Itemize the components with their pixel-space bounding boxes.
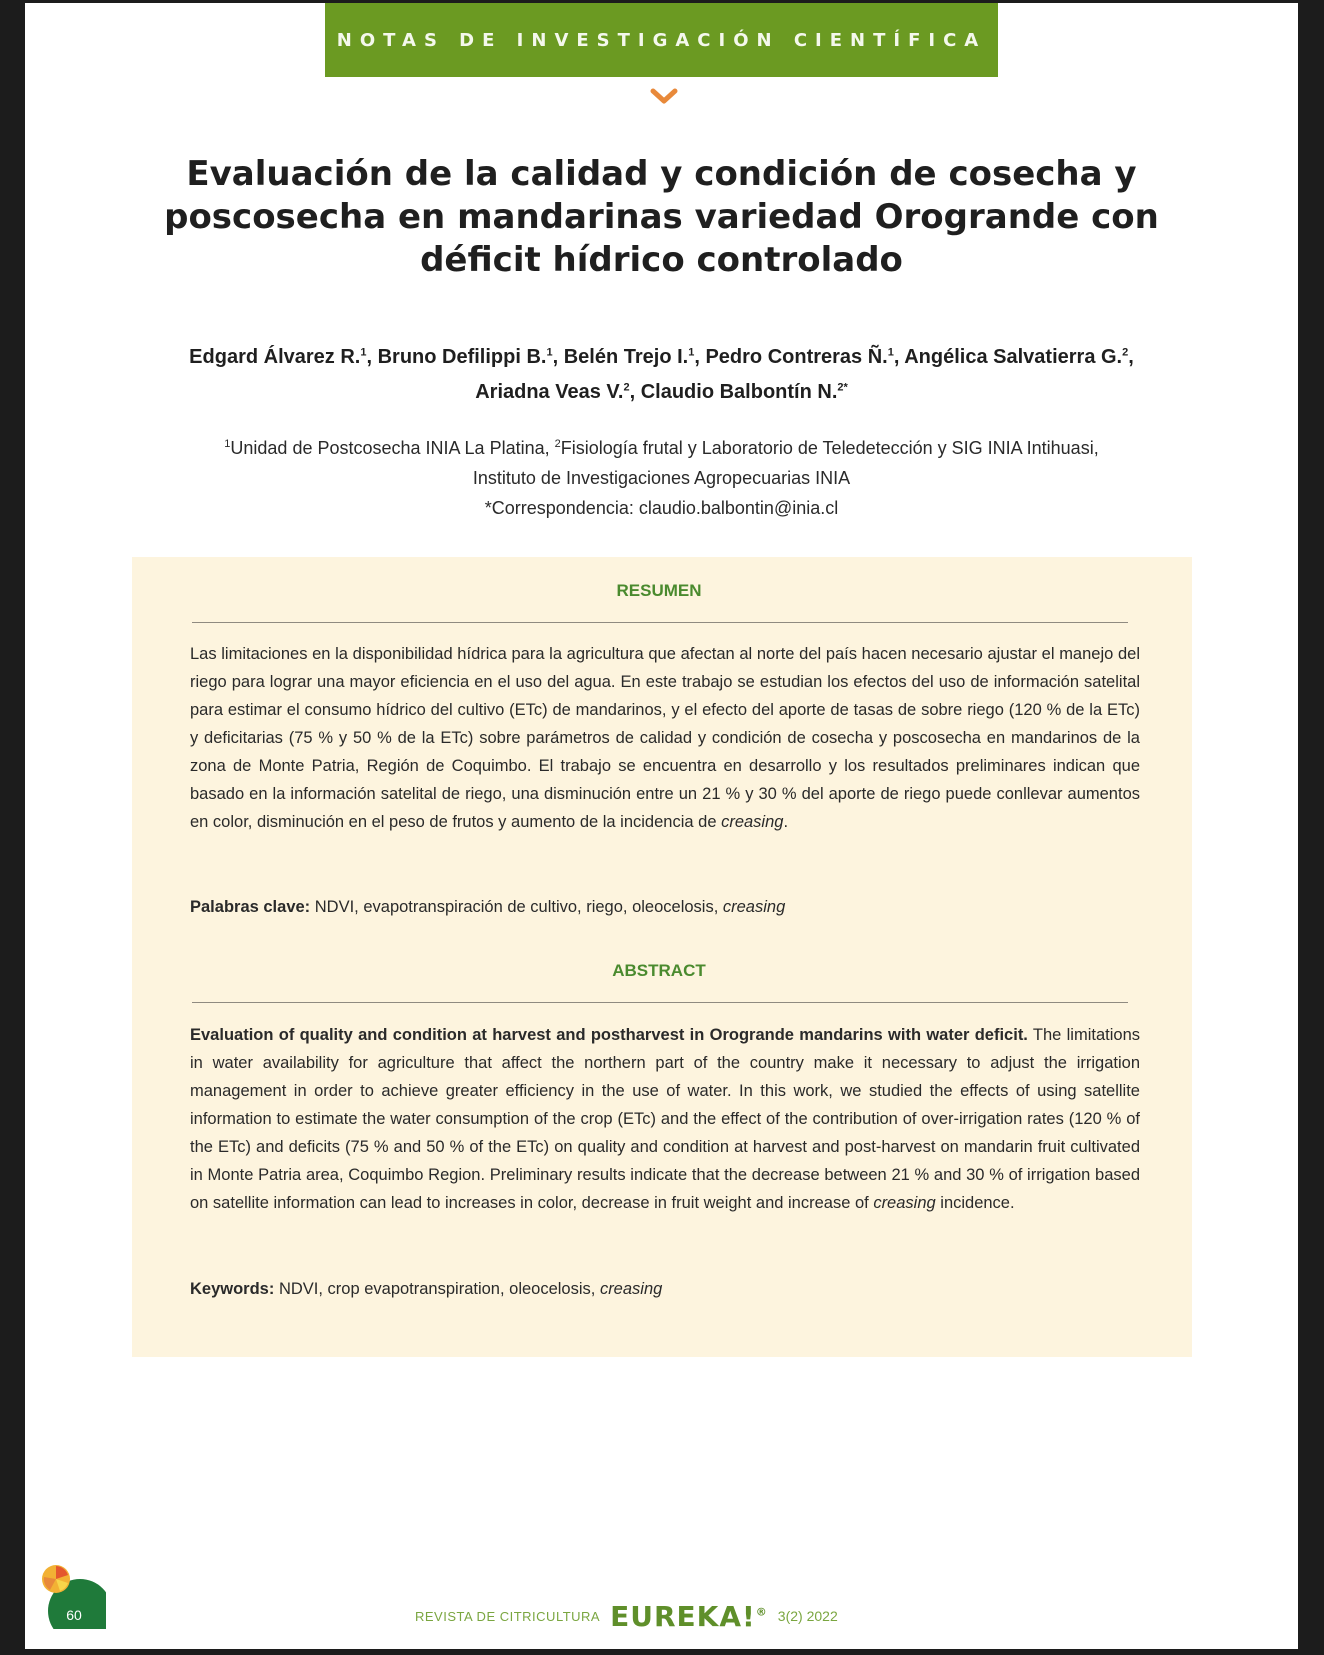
author-list: Edgard Álvarez R.$^1$, Bruno Defilippi B.$^1$, Belén Trejo I.$^1$, Pedro Contreras Ñ.$^1$, Angélica Salvatierra G.$^2$, Ariadna Veas V.$^2$, Claudio Balbontín N.$^{2*}$ <box>189 346 1134 403</box>
affiliations <box>175 433 1148 523</box>
affiliation-line: $^1$Unidad de Postcosecha INIA La Platina, $^2$Fisiología frutal y Laboratorio de Teledetección y SIG INIA Intihuasi, <box>224 438 1099 458</box>
page-number: 60 <box>66 1607 82 1623</box>
section-banner <box>325 3 998 77</box>
abstract-box <box>132 557 1192 1357</box>
divider <box>192 622 1128 623</box>
author: Edgard Álvarez R.$^1$ <box>189 346 367 368</box>
author: Claudio Balbontín N.$^{2*}$ <box>640 381 848 403</box>
abstract-heading: ABSTRACT <box>612 961 706 980</box>
divider <box>192 1002 1128 1003</box>
author: Bruno Defilippi B.$^1$ <box>377 346 553 368</box>
author: Angélica Salvatierra G.$^2$ <box>904 346 1129 368</box>
abstract-keywords: Keywords: NDVI, crop evapotranspiration, oleocelosis, creasing <box>190 1280 663 1298</box>
author: Belén Trejo I.$^1$ <box>563 346 695 368</box>
author: Pedro Contreras Ñ.$^1$ <box>705 346 894 368</box>
abstract-text: Evaluation of quality and condition at harvest and postharvest in Orogrande mandarins with water deficit. The limitations in water availability for agriculture that affect the northern part of the country make it necessary to adjust the irrigation management in order to achieve greater efficiency in the use of water. In this work, we studied the effects of using satellite information to estimate the water consumption of the crop (ETc) and the effect of the contribution of over-irrigation rates (120 % of the ETc) and deficits (75 % and 50 % of the ETc) on quality and condition at harvest and post-harvest on mandarin fruit cultivated in Monte Patria area, Coquimbo Region. Preliminary results indicate that the decrease between 21 % and 30 % of irrigation based on satellite information can lead to increases in color, decrease in fruit weight and increase of creasing incidence. <box>190 1026 1140 1212</box>
resumen-heading: RESUMEN <box>616 581 702 600</box>
article-title: Evaluación de la calidad y condición de cosecha y poscosecha en mandarinas variedad Orogrande con déficit hídrico controlado <box>164 154 1159 280</box>
article-page <box>25 3 1298 1649</box>
author: Ariadna Veas V.$^2$ <box>475 381 630 403</box>
affiliation-line: Instituto de Investigaciones Agropecuarias INIA <box>472 468 851 488</box>
journal-footer <box>415 1596 838 1636</box>
journal-issue: 3(2) 2022 <box>777 1608 838 1624</box>
section-banner-label: NOTAS DE INVESTIGACIÓN CIENTÍFICA <box>336 29 987 51</box>
correspondence-email: *Correspondencia: claudio.balbontin@inia.cl <box>484 498 839 518</box>
journal-name: REVISTA DE CITRICULTURA <box>415 1608 601 1624</box>
journal-logo: EUREKA!® <box>610 1599 768 1633</box>
resumen-keywords: Palabras clave: NDVI, evapotranspiración de cultivo, riego, oleocelosis, creasing <box>190 898 786 916</box>
chevron-down-icon <box>649 87 679 105</box>
resumen-text: Las limitaciones en la disponibilidad hídrica para la agricultura que afectan al norte del país hacen necesario ajustar el manejo del riego para lograr una mayor eficiencia en el uso del agua. En este trabajo se estudian los efectos del uso de información satelital para estimar el consumo hídrico del cultivo (ETc) de mandarinos, y el efecto del aporte de tasas de sobre riego (120 % de la ETc) y deficitarias (75 % y 50 % de la ETc) sobre parámetros de calidad y condición de cosecha y poscosecha en mandarinos de la zona de Monte Patria, Región de Coquimbo. El trabajo se encuentra en desarrollo y los resultados preliminares indican que basado en la información satelital de riego, una disminución entre un 21 % y 30 % del aporte de riego puede conllevar aumentos en color, disminución en el peso de frutos y aumento de la incidencia de creasing. <box>190 645 1140 831</box>
